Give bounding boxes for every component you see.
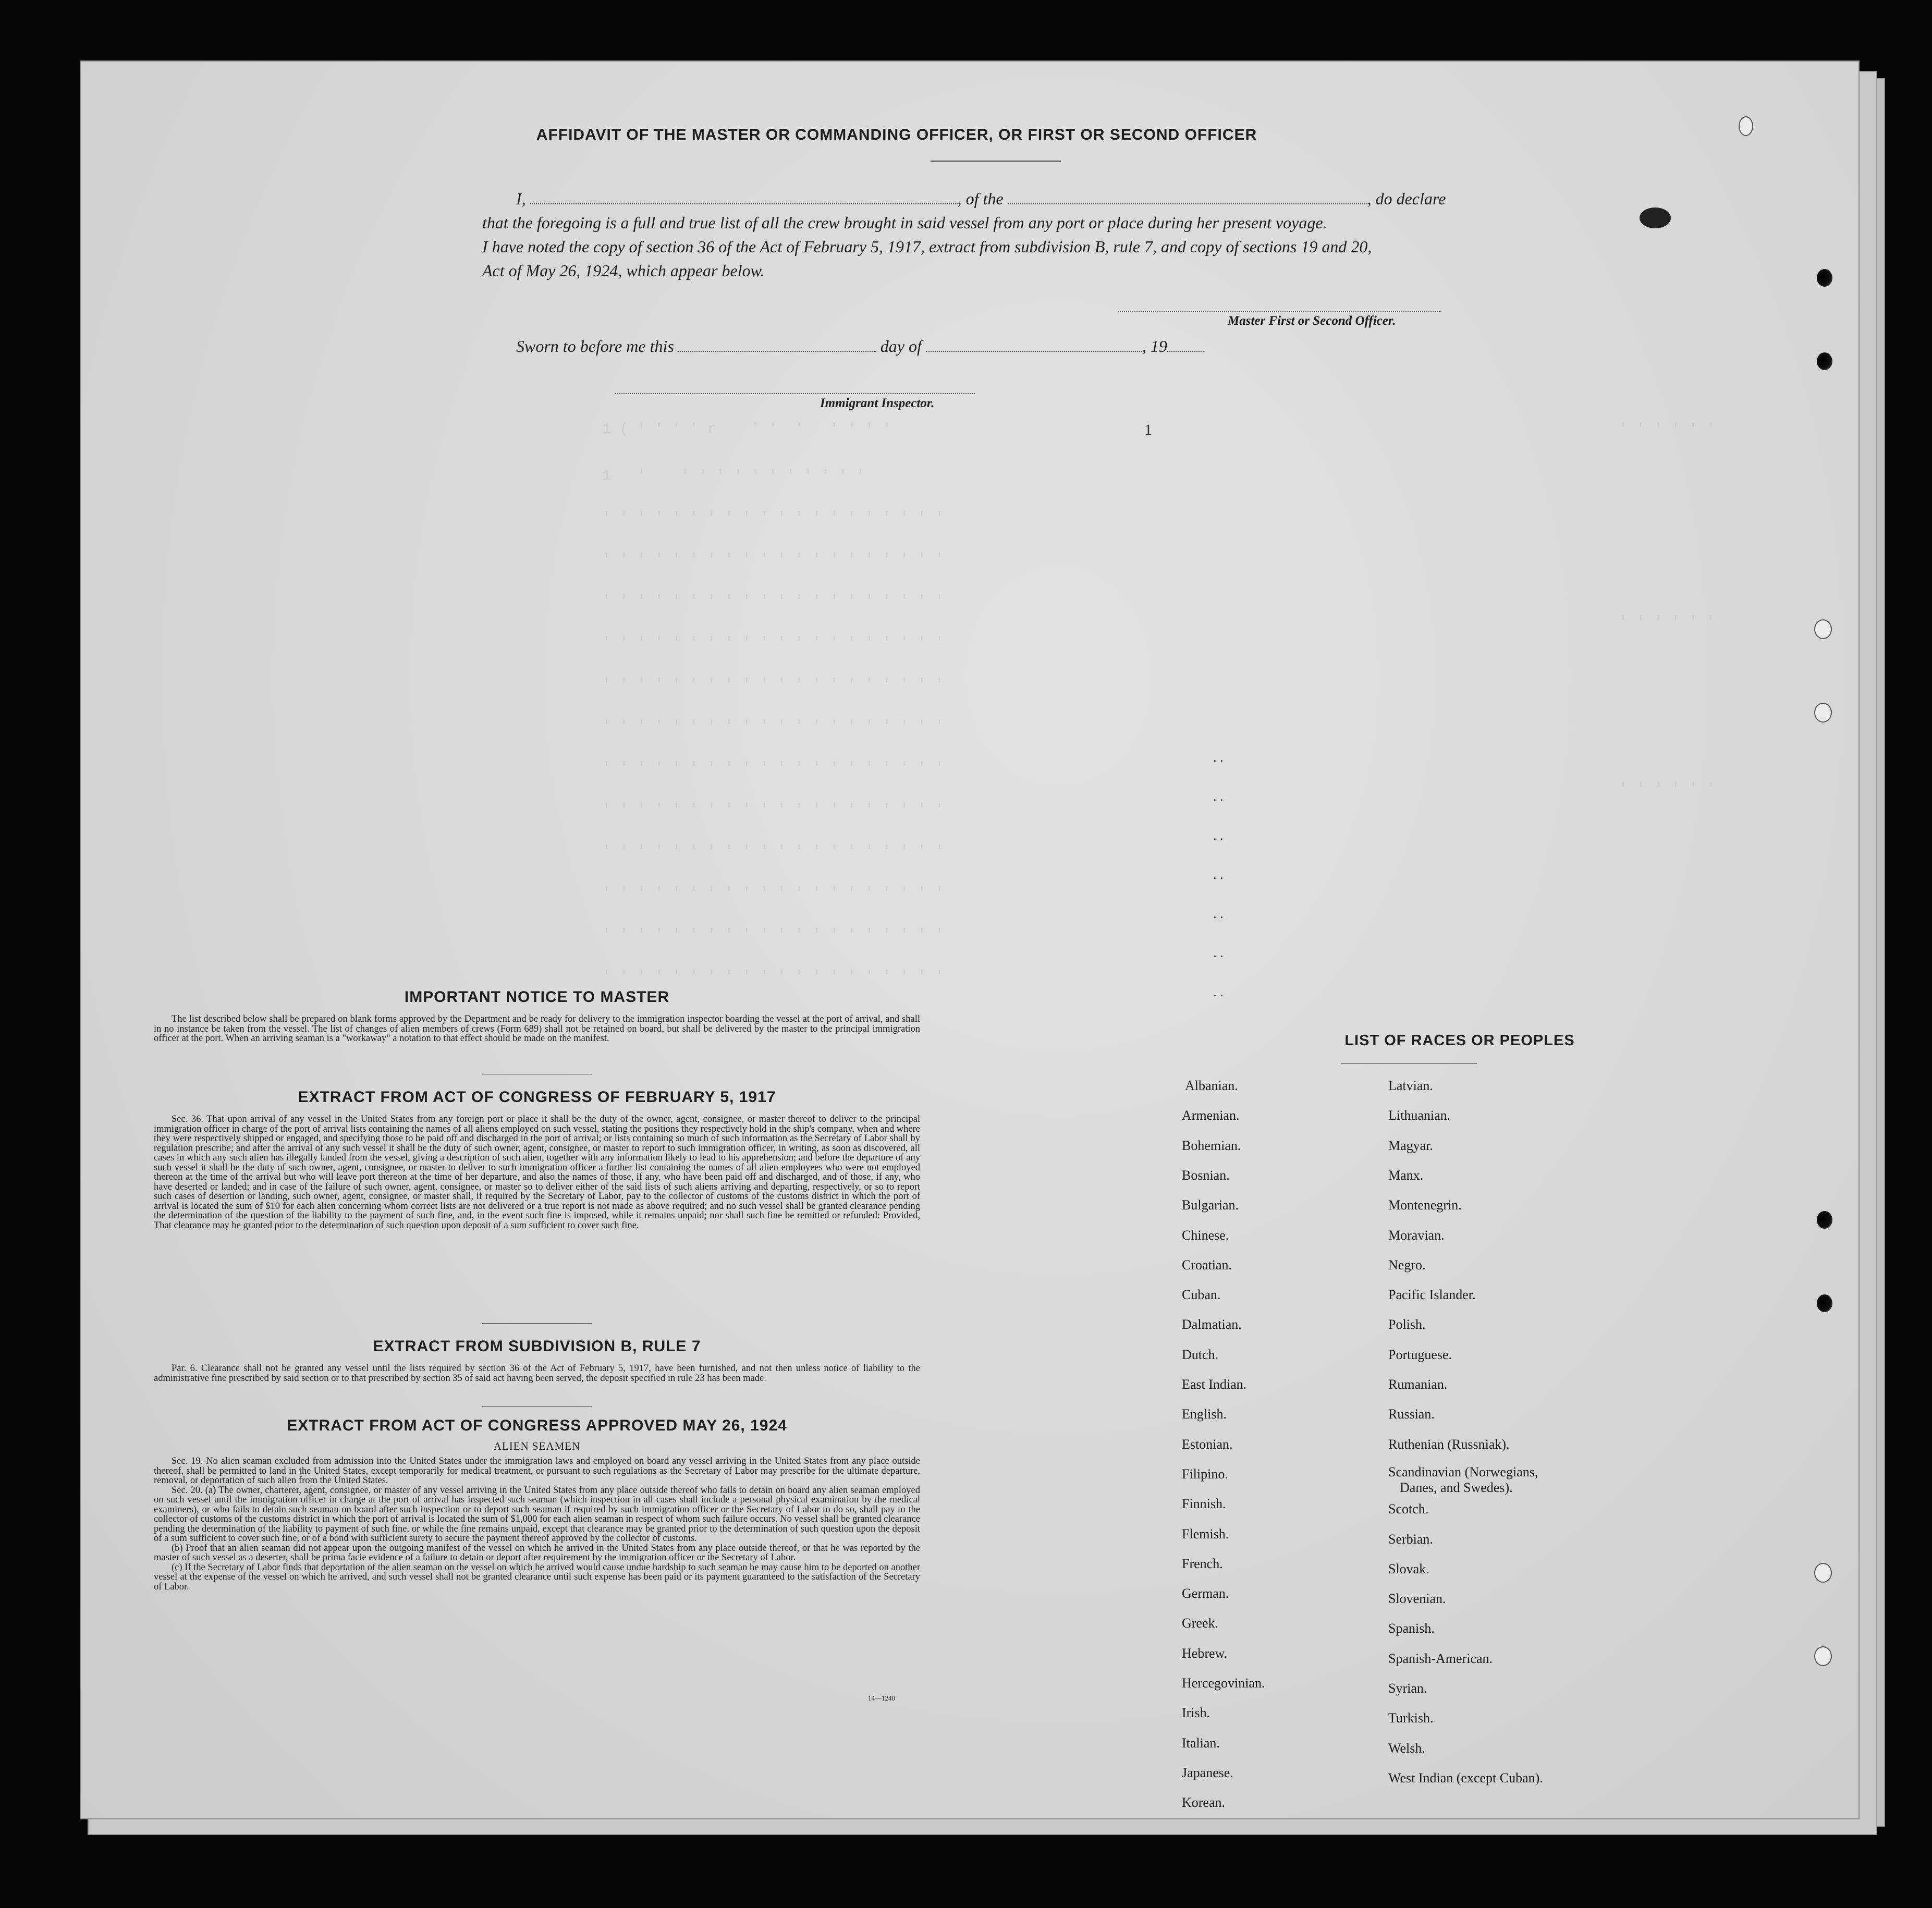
affidavit-line-2: that the foregoing is a full and true list of all the crew brought in said vessel from any port or place during her present voyage. bbox=[482, 213, 1327, 232]
race-item: Lithuanian. bbox=[1388, 1108, 1451, 1123]
race-item: Japanese. bbox=[1182, 1765, 1233, 1780]
punch-hole-icon bbox=[1817, 352, 1832, 370]
race-item: Danes, and Swedes). bbox=[1400, 1480, 1513, 1495]
master-signature-line[interactable] bbox=[1118, 311, 1441, 312]
affidavit-i: I, bbox=[516, 189, 526, 208]
extract-rule7-paragraph: Par. 6. Clearance shall not be granted any vessel until the lists required by section 36 of the Act of February 5, 1917, have been furnished, and not then unless notice of liability to the administrative fine prescribed by said section or to that prescribed by section 35 of said act having been served, the deposit specified in rule 23 has been made. bbox=[154, 1363, 920, 1384]
race-item: Welsh. bbox=[1388, 1741, 1425, 1756]
race-item: Korean. bbox=[1182, 1795, 1226, 1810]
affidavit-of-the: , of the bbox=[957, 189, 1004, 208]
punch-hole-icon bbox=[1814, 619, 1832, 639]
race-item: Spanish. bbox=[1388, 1621, 1435, 1636]
extract-rule7-divider bbox=[482, 1406, 592, 1407]
race-item: Scandinavian (Norwegians, bbox=[1388, 1464, 1538, 1479]
extract-1917-text bbox=[154, 1115, 920, 1230]
race-item: Bohemian. bbox=[1182, 1138, 1241, 1153]
sworn-month-blank[interactable] bbox=[926, 348, 1142, 352]
race-item: Latvian. bbox=[1388, 1078, 1433, 1093]
master-caption: Master First or Second Officer. bbox=[1228, 314, 1396, 328]
race-item: Syrian. bbox=[1388, 1681, 1427, 1696]
race-item: Spanish-American. bbox=[1388, 1651, 1493, 1666]
race-item: Slovenian. bbox=[1388, 1591, 1446, 1606]
race-item: East Indian. bbox=[1182, 1377, 1247, 1392]
race-item: Portuguese. bbox=[1388, 1347, 1452, 1362]
race-item: Dutch. bbox=[1182, 1347, 1219, 1362]
affidavit-line-4: Act of May 26, 1924, which appear below. bbox=[482, 261, 765, 280]
alien-seamen-subhead: ALIEN SEAMEN bbox=[493, 1440, 581, 1452]
form-number: 14—1240 bbox=[868, 1694, 895, 1702]
notice-title: IMPORTANT NOTICE TO MASTER bbox=[404, 988, 670, 1006]
affidavit-do-declare: , do declare bbox=[1367, 189, 1446, 208]
sworn-day-of: day of bbox=[880, 337, 922, 356]
notice-paragraph: The list described below shall be prepared on blank forms approved by the Department and be ready for delivery to the immigration inspector boarding the vessel at the port of arrival, and shall in no instance be taken from the vessel. The list of changes of alien members of crews (Form 689) shall not be retained on board, but shall be delivered by the master to the principal immigration officer at the port. When an arriving seaman is a "workaway" a notation to that effect should be made on the manifest. bbox=[154, 1014, 920, 1044]
race-item: Filipino. bbox=[1182, 1466, 1228, 1482]
sworn-year-blank[interactable] bbox=[1167, 348, 1204, 352]
race-item: Irish. bbox=[1182, 1705, 1210, 1720]
race-item: Scotch. bbox=[1388, 1501, 1429, 1516]
extract-1924-title: EXTRACT FROM ACT OF CONGRESS APPROVED MAY 26, 1924 bbox=[287, 1417, 787, 1434]
race-item: English. bbox=[1182, 1406, 1227, 1422]
sworn-line bbox=[516, 337, 1204, 356]
race-item: Bulgarian. bbox=[1182, 1197, 1239, 1213]
extract-rule7-text bbox=[154, 1364, 920, 1383]
race-item: Hebrew. bbox=[1182, 1646, 1228, 1661]
race-item: Polish. bbox=[1388, 1317, 1426, 1332]
punch-hole-icon bbox=[1817, 269, 1832, 287]
race-item: Flemish. bbox=[1182, 1526, 1229, 1542]
races-title: LIST OF RACES OR PEOPLES bbox=[1344, 1032, 1575, 1049]
ink-blot bbox=[1640, 207, 1671, 228]
race-item: Bosnian. bbox=[1182, 1168, 1230, 1183]
sec-19-paragraph: Sec. 19. No alien seaman excluded from admission into the United States under the immigration laws and employed on board any vessel arriving in the United States from any place outside thereof, shall be permitted to land in the United States, except temporarily for medical treatment, or pursuant to such regulations as the Secretary of Labor may prescribe for the ultimate departure, removal, or deportation of such alien from the United States. bbox=[154, 1456, 920, 1486]
punch-hole-icon bbox=[1814, 1563, 1832, 1583]
race-item: Rumanian. bbox=[1388, 1377, 1448, 1392]
position-blank[interactable] bbox=[1008, 200, 1367, 204]
sworn-text: Sworn to before me this bbox=[516, 337, 674, 356]
race-item: Finnish. bbox=[1182, 1496, 1226, 1511]
sec-20b-paragraph: (b) Proof that an alien seaman did not appear upon the outgoing manifest of the vessel on which he arrived in the United States from any place outside thereof, or that he was reported by the master of such vessel as a deserter, shall be prima facie evidence of a failure to detain or deport after requirement by the immigration officer or the Secretary of Labor. bbox=[154, 1543, 920, 1563]
punch-hole-icon bbox=[1739, 116, 1753, 136]
race-item: Pacific Islander. bbox=[1388, 1287, 1476, 1302]
race-item: Dalmatian. bbox=[1182, 1317, 1242, 1332]
punch-hole-icon bbox=[1814, 703, 1832, 723]
extract-1917-divider bbox=[482, 1323, 592, 1324]
race-item: Slovak. bbox=[1388, 1561, 1429, 1576]
affidavit-line-3: I have noted the copy of section 36 of the Act of February 5, 1917, extract from subdivision B, rule 7, and copy of sections 19 and 20, bbox=[482, 237, 1372, 256]
race-item: Croatian. bbox=[1182, 1257, 1232, 1273]
sworn-day-blank[interactable] bbox=[678, 348, 876, 352]
affidavit-title: AFFIDAVIT OF THE MASTER OR COMMANDING OFFICER, OR FIRST OR SECOND OFFICER bbox=[536, 126, 1257, 143]
race-item: Albanian. bbox=[1185, 1078, 1238, 1093]
punch-hole-icon bbox=[1817, 1211, 1832, 1229]
race-item: Magyar. bbox=[1388, 1138, 1433, 1153]
extract-rule7-title: EXTRACT FROM SUBDIVISION B, RULE 7 bbox=[373, 1338, 701, 1355]
extract-1924-text bbox=[154, 1457, 920, 1592]
form-sheet: 1 ( ' ' ' ' r ' ' ' ' ' ' ' 1 ' ' ' ' ' ' ' ' ' ' ' ' ' ' ' ' ' ' ' ' ' ' ' ' ' ' ' ' ' ' ' ' ' ' ' ' ' ' ' ' ' ' ' ' ' ' ' ' ' ' ' ' ' ' ' ' ' ' ' ' ' ' ' ' ' ' ' ' ' ' ' ' ' ' ' ' ' ' ' ' ' ' ' ' ' ' ' ' ' ' ' ' ' ' ' ' ' ' ' ' ' ' ' ' ' ' ' ' ' ' ' ' ' ' ' ' ' ' ' ' ' ' ' ' ' ' ' ' ' ' ' ' ' ' ' ' ' ' ' ' ' ' ' ' ' ' ' ' ' ' ' ' ' ' ' ' ' ' ' ' ' ' ' ' ' ' ' ' ' ' ' ' ' ' ' ' ' ' ' ' ' ' ' ' ' ' ' ' ' ' ' ' ' ' ' ' ' ' ' ' ' ' ' ' ' ' ' ' ' ' ' ' ' ' ' ' ' ' ' ' ' ' ' ' ' ' ' ' ' ' ' ' ' ' ' ' ' ' ' ' ' ' ' ' ' ' ' ' ' ' ' ' ' ' ' ' ' ' ' ' ' ' ' ' ' ' ' ' ' ' 1 . . . . . . . . . . . . . . AFFIDAVIT OF THE MASTER OR COMMANDING OFFICER, OR FIRST OR SECOND OFFICER I, , of the , do declare that the foregoing is a full and true list of all the crew brought in said vessel from any port or place during her present voyage. I have noted the copy of section 36 of the Act of February 5, 1917, extract from subdivision B, rule 7, and copy of sections 19 and 20, Act of May 26, 1924, which appear below. Master First or Second Officer. Sworn to before me this day of , 19 Immigrant Inspector. IMPORTANT NOTICE TO MASTER The list described below shall be prepared on blank forms approved by the Department and be ready for delivery to the immigration inspector boarding the vessel at the port of arrival, and shall in no instance be taken from the vessel. The list of changes of alien members of crews (Form 689) shall not be retained on board, but shall be delivered by the master to the principal immigration officer at the port. When an arriving seaman is a "workaway" a notation to that effect should be made on the manifest. EXTRACT FROM ACT OF CONGRESS OF FEBRUARY 5, 1917 Sec. 36. That upon arrival of any vessel in the United States from any foreign port or place it shall be the duty of the owner, agent, consignee, or master thereof to deliver to the principal immigration officer in charge of the port of arrival lists containing the names of all aliens employed on such vessel, stating the positions they respectively hold in the ship's company, when and where they were respectively shipped or engaged, and specifying those to be paid off and discharged in the port of arrival; or lists containing so much of such information as the Secretary of Labor shall by regulation prescribe; and after the arrival of any such vessel it shall be the duty of such owner, agent, consignee, or master to report to such immigration officer, in writing, as soon as discovered, all cases in which any such alien has illegally landed from the vessel, giving a description of such alien, together with any information likely to lead to his apprehension; and before the departure of any such vessel it shall be the duty of such owner, agent, consignee, or master to deliver to such immigration officer a further list containing the names of all alien employees who were not employed thereon at the time of the arrival but who will leave port thereon at the time of her departure, and also the names of those, if any, who have been paid off and discharged, and of those, if any, who have deserted or landed; and in case of the failure of such owner, agent, consignee, or master so to deliver either of the said lists of such aliens arriving and departing, respectively, or so to report such cases of desertion or landing, such owner, agent, consignee, or master shall, if required by the Secretary of Labor, pay to the collector of customs of the customs district in which the port of arrival is located the sum of $10 for each alien concerning whom correct lists are not delivered or a true report is not made as above required; and no such vessel shall be granted clearance pending the determination of the question of the liability to the payment of such fine, and, in the event such fine is imposed, while it remains unpaid; nor shall such fine be remitted or refunded: Provided, That clearance may be granted prior to the determination of such question upon deposit of a sum sufficient to cover such fine. EXTRACT FROM SUBDIVISION B, RULE 7 Par. 6. Clearance shall not be granted any vessel until the lists required by section 36 of the Act of February 5, 1917, have been furnished, and not then unless notice of liability to the administrative fine prescribed by said section or to that prescribed by section 35 of said act having been served, the deposit specified in rule 23 has been made. EXTRACT FROM ACT OF CONGRESS APPROVED MAY 26, 1924 ALIEN SEAMEN Sec. 19. No alien seaman excluded from admission into the United States under the immigration laws and employed on board any vessel arriving in the United States from any place outside thereof, shall be permitted to land in the United States, except temporarily for medical treatment, or pursuant to such regulations as the Secretary of Labor may prescribe for the ultimate departure, removal, or deportation of such alien from the United States. Sec. 20. (a) The owner, charterer, agent, consignee, or master of any vessel arriving in the United States from any place outside thereof who fails to detain on board any alien seaman employed on such vessel until the immigration officer in charge at the port of arrival has inspected such seaman (which inspection in all cases shall include a personal physical examination by the medical examiners), or who fails to detain such seaman on board after such inspection or to deport such seaman if required by such immigration officer or the Secretary of Labor to do so, shall pay to the collector of customs of the customs district in which the port of arrival is located the sum of $1,000 for each alien seaman in respect of whom such failure occurs. No vessel shall be granted clearance pending the determination of the liability to payment of such fine, or while the fine remains unpaid, except that clearance may be granted prior to the determination of such question upon the deposit of a sum sufficient to cover such fine, or of a bond with sufficient surety to secure the payment thereof approved by the collector of customs. (b) Proof that an alien seaman did not appear upon the outgoing manifest of the vessel on which he arrived in the United States from any place outside thereof, or that he was reported by the master of such vessel as a deserter, shall be prima facie evidence of a failure to detain or deport after requirement by the immigration officer or the Secretary of Labor. (c) If the Secretary of Labor finds that deportation of the alien seaman on the vessel on which he arrived would cause undue hardship to such seaman he may cause him to be deported on another vessel at the expense of the vessel on which he arrived, and such vessel shall not be granted clearance until such expense has been paid or its payment guaranteed to the satisfaction of the Secretary of Labor. 14—1240 LIST OF RACES OR PEOPLES Albanian. Armenian. Bohemian. Bosnian. Bulgarian. Chinese. Croatian. Cuban. Dalmatian. Dutch. East Indian. English. Estonian. Filipino. Finnish. Flemish. French. German. Greek. Hebrew. Hercegovinian. Irish. Italian. Japanese. Korean. Latvian. Lithuanian. Magyar. Manx. Montenegrin. Moravian. Negro. Pacific Islander. Polish. Portuguese. Rumanian. Russian. Ruthenian (Russniak). Scandinavian (Norwegians, Danes, and Swedes). Scotch. Serbian. Slovak. Slovenian. Spanish. Spanish-American. Syrian. Turkish. Welsh. West Indian (except Cuban). bbox=[81, 62, 1858, 1818]
race-item: Cuban. bbox=[1182, 1287, 1221, 1302]
extract-1917-title: EXTRACT FROM ACT OF CONGRESS OF FEBRUARY 5, 1917 bbox=[298, 1088, 776, 1106]
race-item: German. bbox=[1182, 1586, 1229, 1601]
race-item: Chinese. bbox=[1182, 1228, 1229, 1243]
race-item: Russian. bbox=[1388, 1406, 1435, 1422]
bleed-through-number: 1 bbox=[1144, 421, 1152, 438]
race-item: Moravian. bbox=[1388, 1228, 1445, 1243]
race-item: West Indian (except Cuban). bbox=[1388, 1770, 1543, 1785]
races-divider bbox=[1341, 1063, 1477, 1064]
race-item: Negro. bbox=[1388, 1257, 1426, 1273]
affidavit-declaration-line bbox=[516, 189, 1446, 209]
race-item: Estonian. bbox=[1182, 1437, 1233, 1452]
punch-hole-icon bbox=[1814, 1646, 1832, 1666]
race-item: Ruthenian (Russniak). bbox=[1388, 1437, 1510, 1452]
sec-20a-paragraph: Sec. 20. (a) The owner, charterer, agent, consignee, or master of any vessel arriving in the United States from any place outside thereof who fails to detain on board any alien seaman employed on such vessel until the immigration officer in charge at the port of arrival has inspected such seaman (which inspection in all cases shall include a personal physical examination by the medical examiners), or who fails to detain such seaman on board after such inspection or to deport such seaman if required by such immigration officer or the Secretary of Labor to do so, shall pay to the collector of customs of the customs district in which the port of arrival is located the sum of $1,000 for each alien seaman in respect of whom such failure occurs. No vessel shall be granted clearance pending the determination of the liability to payment of such fine, or while the fine remains unpaid, except that clearance may be granted prior to the determination of such question upon the deposit of a sum sufficient to cover such fine, or of a bond with sufficient surety to secure the payment thereof approved by the collector of customs. bbox=[154, 1485, 920, 1544]
inspector-signature-line[interactable] bbox=[615, 393, 975, 394]
race-item: French. bbox=[1182, 1556, 1223, 1571]
punch-hole-icon bbox=[1817, 1294, 1832, 1312]
race-item: Greek. bbox=[1182, 1616, 1219, 1631]
notice-text bbox=[154, 1014, 920, 1044]
race-item: Manx. bbox=[1388, 1168, 1424, 1183]
name-blank[interactable] bbox=[530, 200, 958, 204]
race-item: Montenegrin. bbox=[1388, 1197, 1462, 1213]
sworn-year-prefix: , 19 bbox=[1142, 337, 1167, 356]
inspector-caption: Immigrant Inspector. bbox=[820, 396, 935, 410]
race-item: Italian. bbox=[1182, 1735, 1220, 1751]
affidavit-divider bbox=[931, 161, 1061, 162]
sec-20c-paragraph: (c) If the Secretary of Labor finds that deportation of the alien seaman on the vessel on which he arrived would cause undue hardship to such seaman he may cause him to be deported on another vessel at the expense of the vessel on which he arrived, and such vessel shall not be granted clearance until such expense has been paid or its payment guaranteed to the satisfaction of the Secretary of Labor. bbox=[154, 1562, 920, 1592]
race-item: Turkish. bbox=[1388, 1710, 1434, 1726]
race-item: Serbian. bbox=[1388, 1532, 1433, 1547]
race-item: Armenian. bbox=[1182, 1108, 1240, 1123]
race-item: Hercegovinian. bbox=[1182, 1675, 1265, 1691]
extract-1917-paragraph: Sec. 36. That upon arrival of any vessel in the United States from any foreign port or place it shall be the duty of the owner, agent, consignee, or master thereof to deliver to the principal immigration officer in charge of the port of arrival lists containing the names of all aliens employed on such vessel, stating the positions they respectively hold in the ship's company, when and where they were respectively shipped or engaged, and specifying those to be paid off and discharged in the port of arrival; or lists containing so much of such information as the Secretary of Labor shall by regulation prescribe; and after the arrival of any such vessel it shall be the duty of such owner, agent, consignee, or master to report to such immigration officer, in writing, as soon as discovered, all cases in which any such alien has illegally landed from the vessel, giving a description of such alien, together with any information likely to lead to his apprehension; and before the departure of any such vessel it shall be the duty of such owner, agent, consignee, or master to deliver to such immigration officer a further list containing the names of all alien employees who were not employed thereon at the time of the arrival but who will leave port thereon at the time of her departure, and also the names of those, if any, who have been paid off and discharged, and of those, if any, who have deserted or landed; and in case of the failure of such owner, agent, consignee, or master so to deliver either of the said lists of such aliens arriving and departing, respectively, or so to report such cases of desertion or landing, such owner, agent, consignee, or master shall, if required by the Secretary of Labor, pay to the collector of customs of the customs district in which the port of arrival is located the sum of $10 for each alien concerning whom correct lists are not delivered or a true report is not made as above required; and no such vessel shall be granted clearance pending the determination of the question of the liability to the payment of such fine, and, in the event such fine is imposed, while it remains unpaid; nor shall such fine be remitted or refunded: Provided, That clearance may be granted prior to the determination of such question upon deposit of a sum sufficient to cover such fine. bbox=[154, 1114, 920, 1231]
